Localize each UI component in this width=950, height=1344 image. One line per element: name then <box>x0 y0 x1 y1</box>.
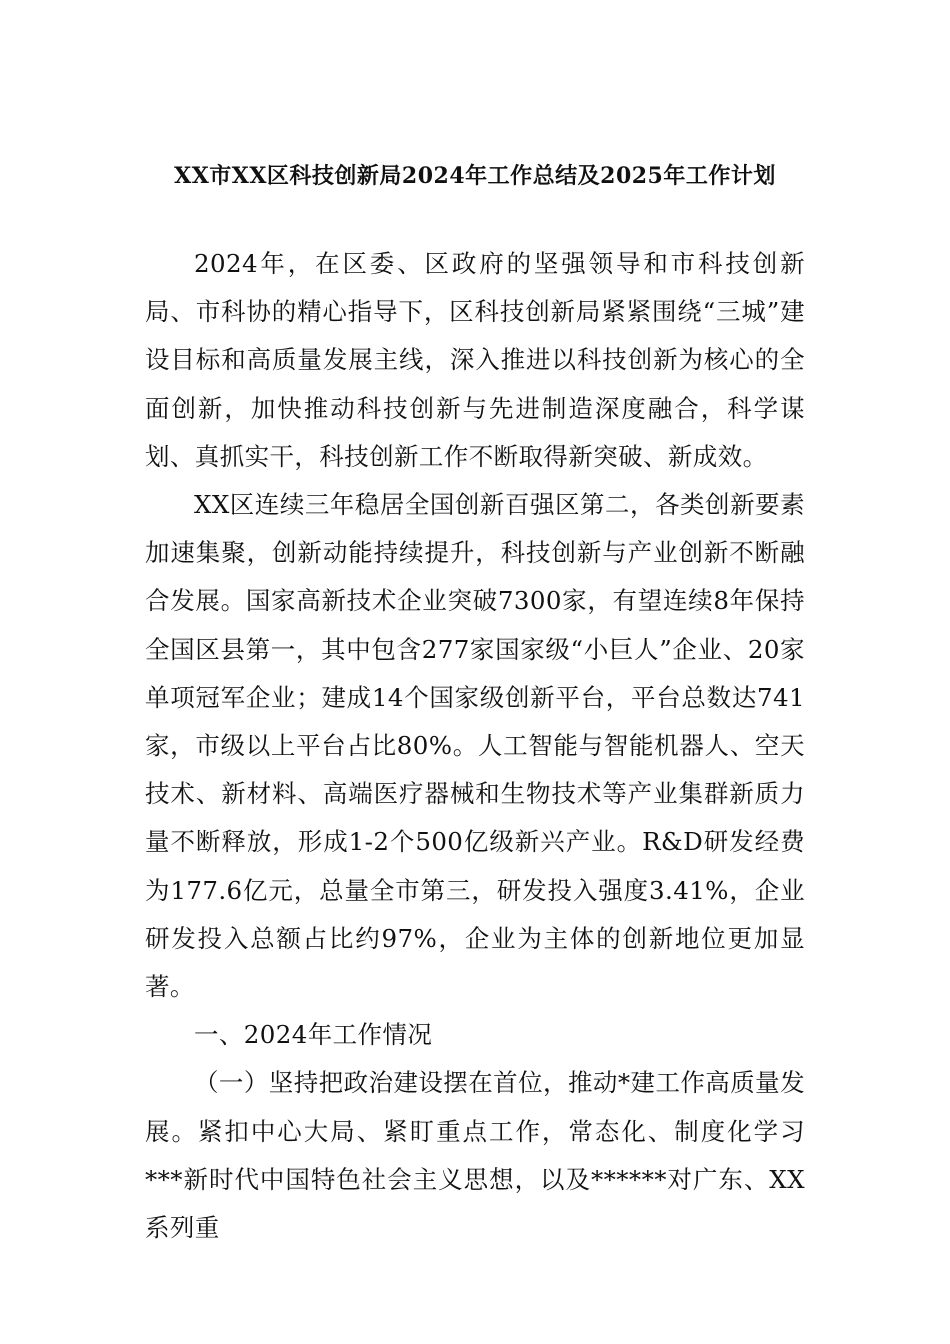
section-heading-2024-work: 一、2024年工作情况 <box>194 1020 433 1050</box>
paragraph-party-building: （一）坚持把政治建设摆在首位，推动*建工作高质量发展。紧扣中心大局、紧盯重点工作，常态化、制度化学习***新时代中国特色社会主义思想，以及******对广东、XX系列重 <box>145 1068 805 1243</box>
document-title: XX市XX区科技创新局2024年工作总结及2025年工作计划 <box>174 163 776 189</box>
document-body <box>145 240 805 1252</box>
paragraph-overview: XX区连续三年稳居全国创新百强区第二，各类创新要素加速集聚，创新动能持续提升，科技创新与产业创新不断融合发展。国家高新技术企业突破7300家，有望连续8年保持全国区县第一，其中包含277家国家级“小巨人”企业、20家单项冠军企业；建成14个国家级创新平台，平台总数达741家，市级以上平台占比80%。人工智能与智能机器人、空天技术、新材料、高端医疗器械和生物技术等产业集群新质力量不断释放，形成1-2个500亿级新兴产业。R&D研发经费为177.6亿元，总量全市第三，研发投入强度3.41%，企业研发投入总额占比约97%，企业为主体的创新地位更加显著。 <box>145 490 805 1002</box>
paragraph-intro: 2024年，在区委、区政府的坚强领导和市科技创新局、市科协的精心指导下，区科技创新局紧紧围绕“三城”建设目标和高质量发展主线，深入推进以科技创新为核心的全面创新，加快推动科技创新与先进制造深度融合，科学谋划、真抓实干，科技创新工作不断取得新突破、新成效。 <box>145 249 805 471</box>
